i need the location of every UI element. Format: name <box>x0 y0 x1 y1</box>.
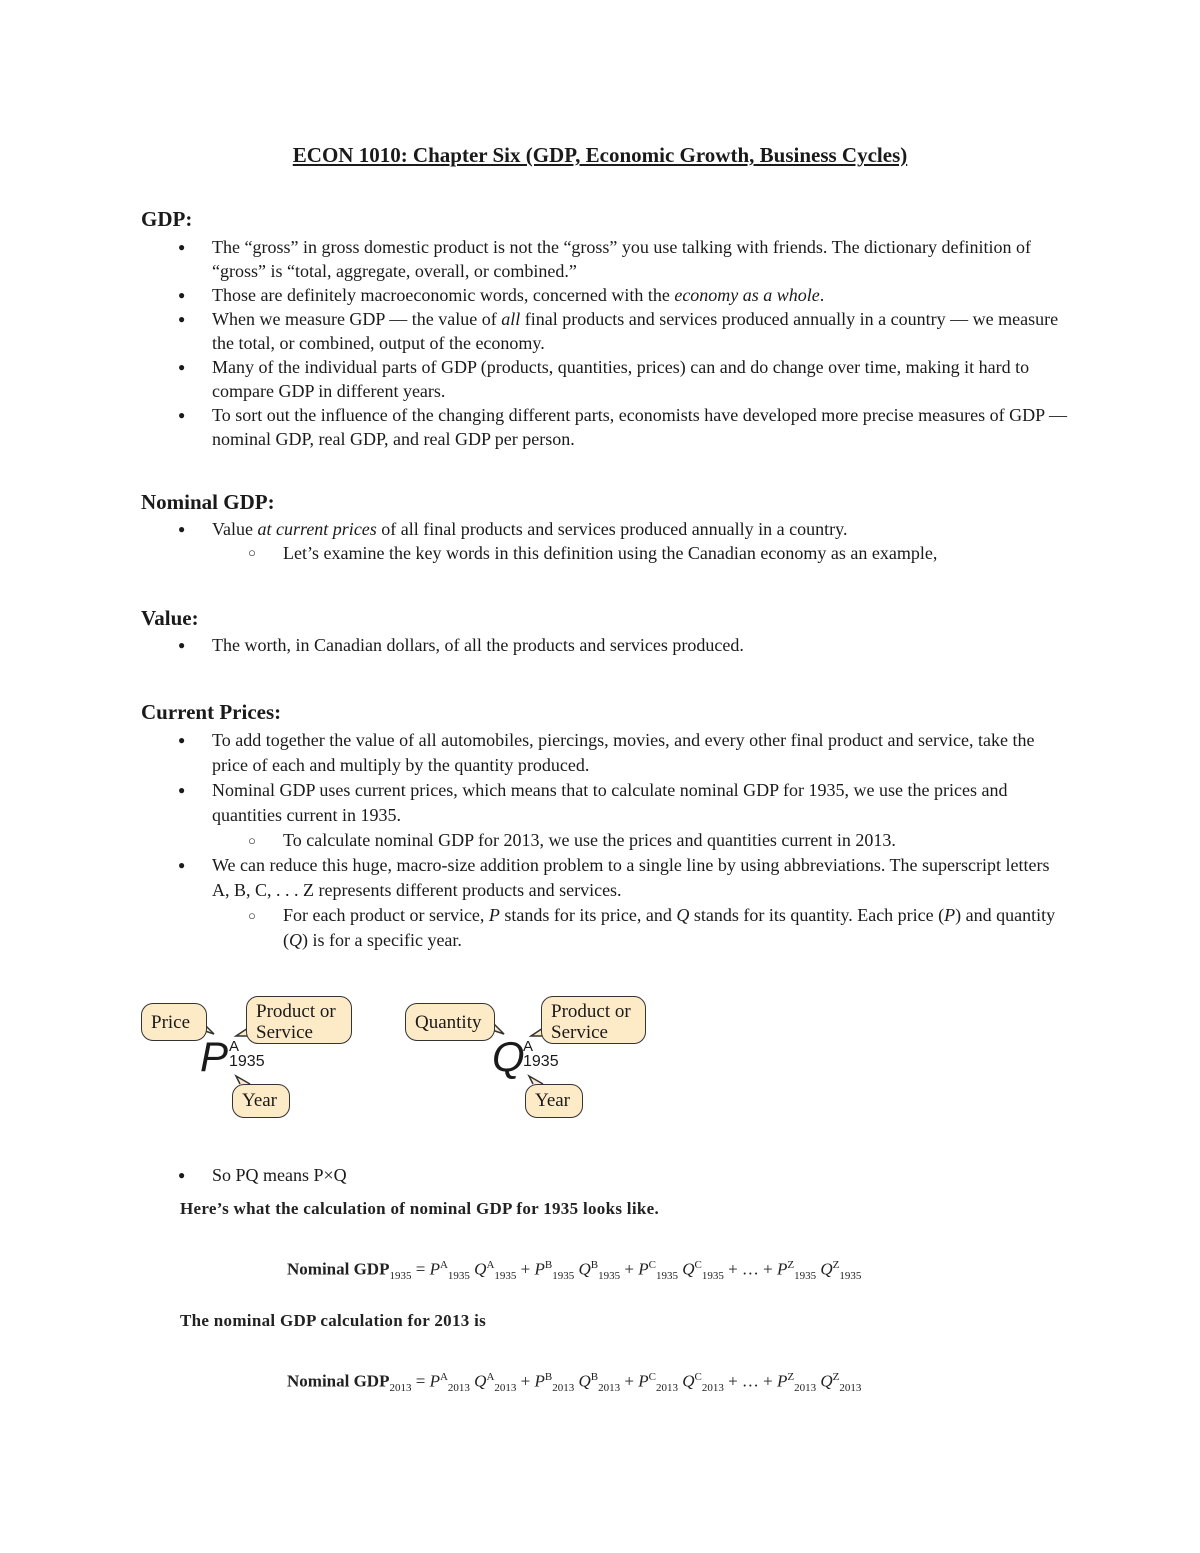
calc-2013-intro: The nominal GDP calculation for 2013 is <box>180 1311 487 1330</box>
gdp-heading: GDP: <box>141 207 193 231</box>
quantity-symbol: Q <box>492 1033 525 1080</box>
list-item: ● When we measure GDP — the value of all final products and services produced annually in a country — we measure the total, or combined, output of the economy. <box>178 307 1068 355</box>
product-or-service-bubble: Product or Service <box>541 996 646 1044</box>
sub-list-item: ○ To calculate nominal GDP for 2013, we use the prices and quantities current in 2013. <box>178 828 1068 853</box>
emphasis-text: at current prices <box>257 519 377 539</box>
price-symbol: P <box>200 1033 229 1080</box>
year-bubble: Year <box>525 1084 583 1118</box>
text-run: We can reduce this huge, macro-size addition problem to a single line by using abbreviations. The superscript letters A, B, C, . . . Z represents different products and services. <box>212 855 1050 900</box>
list-item: ● Those are definitely macroeconomic words, concerned with the economy as a whole. <box>178 283 1068 307</box>
price-bubble: Price <box>141 1003 207 1041</box>
nominal-gdp-2013-formula: Nominal $GDP_{2013} = P^A_{2013}$ $Q^A_{2013} + P^B_{2013}$ $Q^B_{2013} + P^C_{2013}$ $Q^C_{2013}$ + … + $P^Z_{2013}$ $Q^Z_{2013}$ <box>287 1371 862 1395</box>
bubble-tail <box>529 1076 543 1084</box>
text-run: Nominal GDP uses current prices, which means that to calculate nominal GDP for 1935, we use the prices and quantities current in 1935. <box>212 780 1008 825</box>
superscript-label: A <box>229 1038 240 1055</box>
nominal-gdp-heading: Nominal GDP: <box>141 490 275 514</box>
list-item: ● Many of the individual parts of GDP (products, quantities, prices) can and do change over time, making it hard to compare GDP in different years. <box>178 355 1068 403</box>
list-item: ● To add together the value of all automobiles, piercings, movies, and every other final product and service, take the price of each and multiply by the quantity produced. <box>178 728 1068 778</box>
year-subscript: 1935 <box>229 1053 265 1070</box>
year-bubble: Year <box>232 1084 290 1118</box>
list-item: ● The worth, in Canadian dollars, of all the products and services produced. <box>178 633 1068 657</box>
current-prices-heading: Current Prices: <box>141 700 282 724</box>
year-subscript: 1935 <box>523 1053 559 1070</box>
superscript-label: A <box>523 1038 534 1055</box>
product-or-service-bubble: Product or Service <box>246 996 352 1044</box>
calc-1935-intro: Here’s what the calculation of nominal GDP for 1935 looks like. <box>180 1199 659 1218</box>
nominal-gdp-1935-formula: Nominal $GDP_{1935} = P^A_{1935}$ $Q^A_{1935} + P^B_{1935}$ $Q^B_{1935} + P^C_{1935}$ $Q^C_{1935}$ + … + $P^Z_{1935}$ $Q^Z_{1935}$ <box>287 1259 862 1283</box>
value-heading: Value: <box>141 606 199 630</box>
text-run: of all final products and services produced annually in a country. <box>376 519 848 539</box>
text-run: Value <box>212 519 258 539</box>
page-title: ECON 1010: Chapter Six (GDP, Economic Growth, Business Cycles) <box>292 143 908 167</box>
list-item: ● To sort out the influence of the changing different parts, economists have developed more precise measures of GDP — nominal GDP, real GDP, and real GDP per person. <box>178 403 1068 451</box>
quantity-bubble: Quantity <box>405 1003 495 1041</box>
pq-bullet-list <box>178 1163 1068 1187</box>
sub-list-item: ○ Let’s examine the key words in this definition using the Canadian economy as an example, <box>178 541 1068 565</box>
list-item: ● So PQ means P×Q <box>178 1163 1068 1187</box>
sub-list-item: ○ For each product or service, P stands for its price, and Q stands for its quantity. Each price (P) and quantity (Q) is for a specific year. <box>178 903 1068 953</box>
bubble-tail <box>236 1076 250 1084</box>
list-item: ● The “gross” in gross domestic product is not the “gross” you use talking with friends. The dictionary definition of “gross” is “total, aggregate, overall, or combined.” <box>178 235 1068 283</box>
